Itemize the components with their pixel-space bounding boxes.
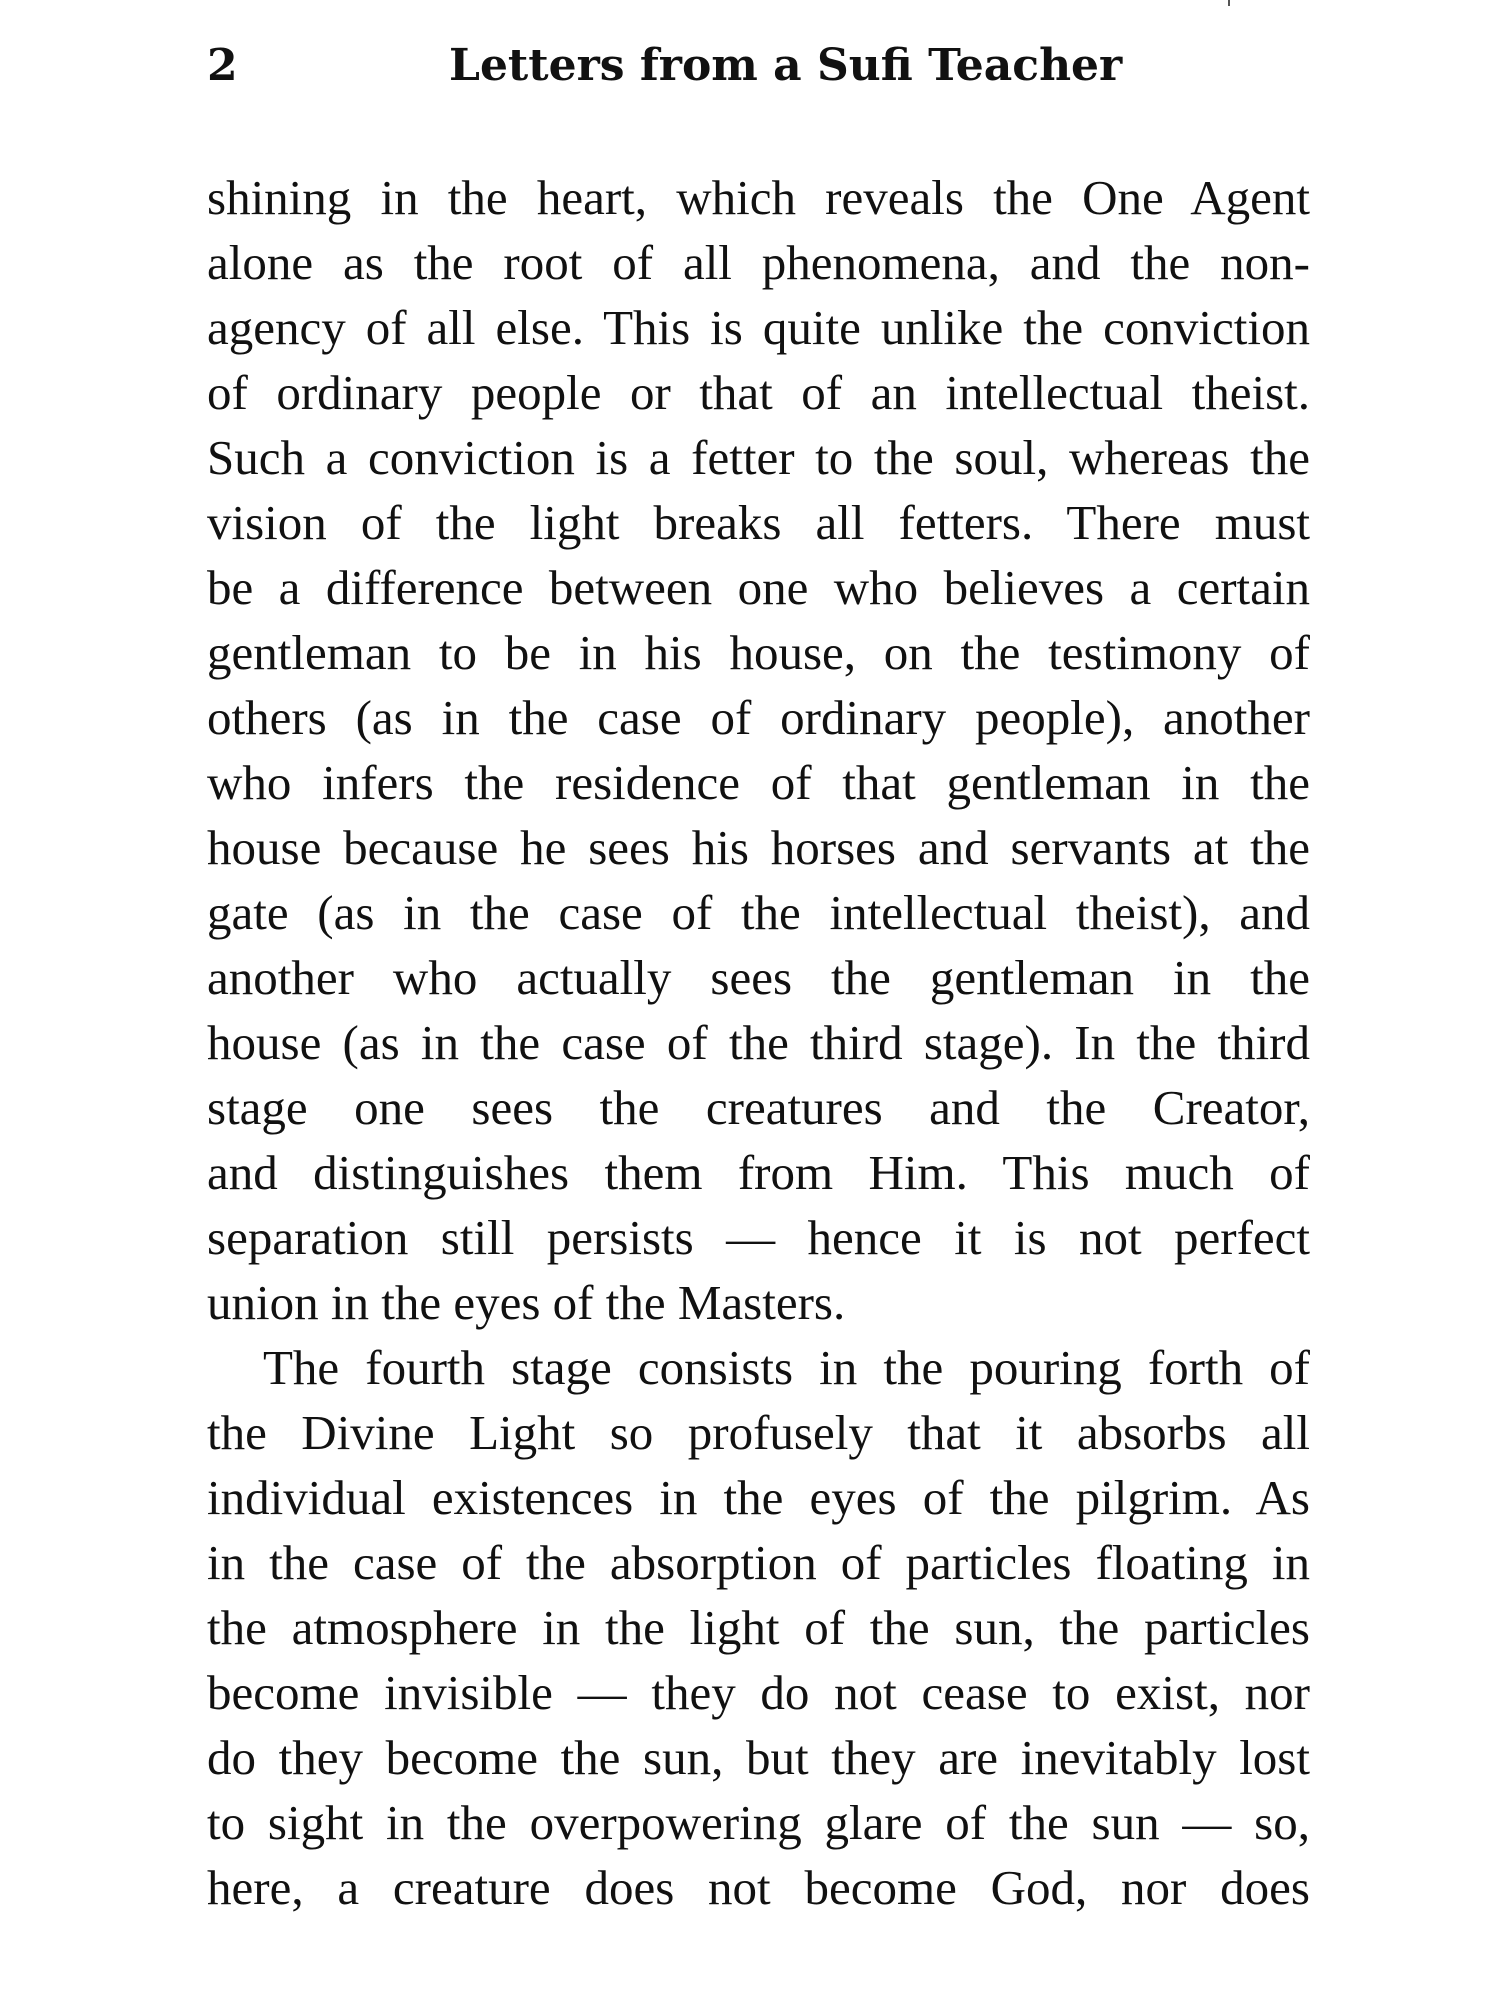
book-title: Letters from a Sufi Teacher bbox=[449, 40, 1123, 91]
text-line: others (as in the case of ordinary people), another bbox=[207, 690, 1310, 745]
text-line: the atmosphere in the light of the sun, the particles bbox=[207, 1600, 1310, 1655]
text-line: stage one sees the creatures and the Creator, bbox=[207, 1080, 1310, 1135]
text-line: gentleman to be in his house, on the testimony of bbox=[207, 625, 1310, 680]
text-line: individual existences in the eyes of the pilgrim. As bbox=[207, 1470, 1310, 1525]
text-line: union in the eyes of the Masters. bbox=[207, 1275, 846, 1330]
paragraph-2 bbox=[207, 1335, 1310, 1920]
text-line: separation still persists — hence it is not perfect bbox=[207, 1210, 1310, 1265]
text-line: gate (as in the case of the intellectual theist), and bbox=[207, 885, 1310, 940]
text-line: another who actually sees the gentleman in the bbox=[207, 950, 1310, 1005]
running-head bbox=[207, 36, 1307, 96]
text-line: do they become the sun, but they are inevitably lost bbox=[207, 1730, 1310, 1785]
page-number: 2 bbox=[207, 40, 238, 91]
text-line: become invisible — they do not cease to exist, nor bbox=[207, 1665, 1310, 1720]
body-text bbox=[207, 165, 1310, 1920]
text-line: agency of all else. This is quite unlike the conviction bbox=[207, 300, 1310, 355]
text-line: to sight in the overpowering glare of the sun — so, bbox=[207, 1795, 1310, 1850]
text-line: the Divine Light so profusely that it absorbs all bbox=[207, 1405, 1310, 1460]
text-line: Such a conviction is a fetter to the soul, whereas the bbox=[207, 430, 1310, 485]
text-line: house (as in the case of the third stage). In the third bbox=[207, 1015, 1310, 1070]
text-line: and distinguishes them from Him. This much of bbox=[207, 1145, 1310, 1200]
paragraph-1 bbox=[207, 165, 1310, 1335]
text-line: vision of the light breaks all fetters. There must bbox=[207, 495, 1310, 550]
text-line: in the case of the absorption of particles floating in bbox=[207, 1535, 1310, 1590]
scan-speck bbox=[1228, 0, 1230, 6]
text-line: alone as the root of all phenomena, and the non- bbox=[207, 235, 1310, 290]
text-line: who infers the residence of that gentleman in the bbox=[207, 755, 1310, 810]
text-line: here, a creature does not become God, nor does bbox=[207, 1860, 1310, 1915]
text-line: of ordinary people or that of an intellectual theist. bbox=[207, 365, 1310, 420]
text-line: shining in the heart, which reveals the One Agent bbox=[207, 170, 1310, 225]
text-line: be a difference between one who believes a certain bbox=[207, 560, 1310, 615]
text-line: house because he sees his horses and servants at the bbox=[207, 820, 1310, 875]
text-line: The fourth stage consists in the pouring forth of bbox=[263, 1340, 1310, 1395]
